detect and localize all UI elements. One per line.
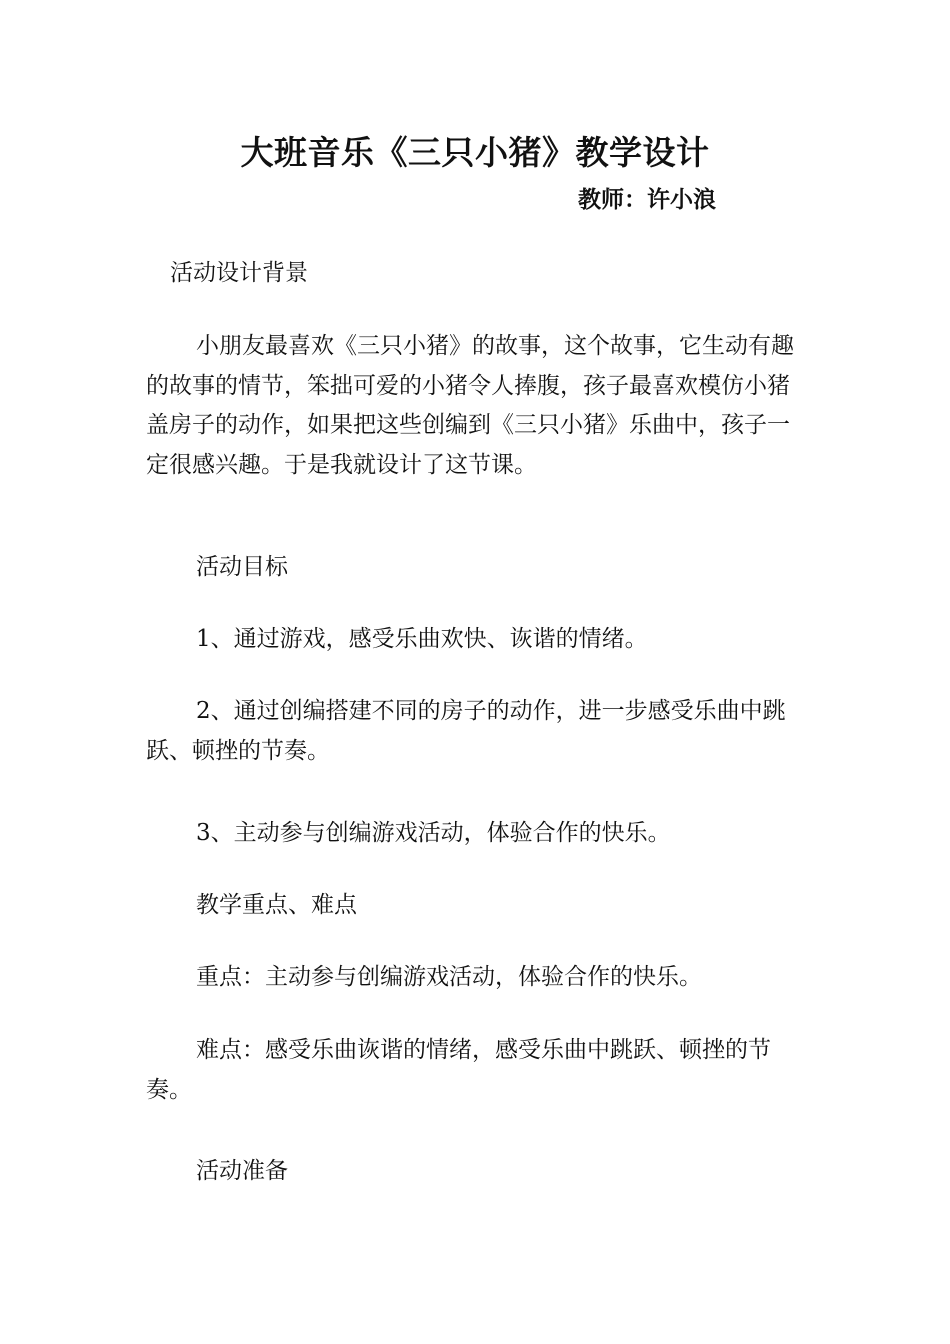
section-heading-background: 活动设计背景 bbox=[170, 260, 308, 286]
goal-item-1: 1、通过游戏，感受乐曲欢快、诙谐的情绪。 bbox=[196, 626, 648, 652]
section-heading-key-points: 教学重点、难点 bbox=[196, 892, 357, 918]
author-line: 教师：许小浪 bbox=[578, 187, 716, 213]
section-heading-preparation: 活动准备 bbox=[196, 1158, 288, 1184]
document-title: 大班音乐《三只小猪》教学设计 bbox=[240, 133, 710, 172]
goal-item-3: 3、主动参与创编游戏活动，体验合作的快乐。 bbox=[196, 820, 671, 846]
paragraph-background: 小朋友最喜欢《三只小猪》的故事，这个故事，它生动有趣的故事的情节，笨拙可爱的小猪令人捧腹，孩子最喜欢模仿小猪盖房子的动作，如果把这些创编到《三只小猪》乐曲中，孩子一定很感兴趣。于是我就设计了这节课。 bbox=[146, 333, 794, 478]
goal-item-2: 2、通过创编搭建不同的房子的动作，进一步感受乐曲中跳跃、顿挫的节奏。 bbox=[146, 698, 786, 764]
difficult-point-paragraph: 难点：感受乐曲诙谐的情绪，感受乐曲中跳跃、顿挫的节奏。 bbox=[146, 1037, 771, 1103]
section-heading-goals: 活动目标 bbox=[196, 554, 288, 580]
key-point-paragraph: 重点：主动参与创编游戏活动，体验合作的快乐。 bbox=[196, 964, 702, 990]
